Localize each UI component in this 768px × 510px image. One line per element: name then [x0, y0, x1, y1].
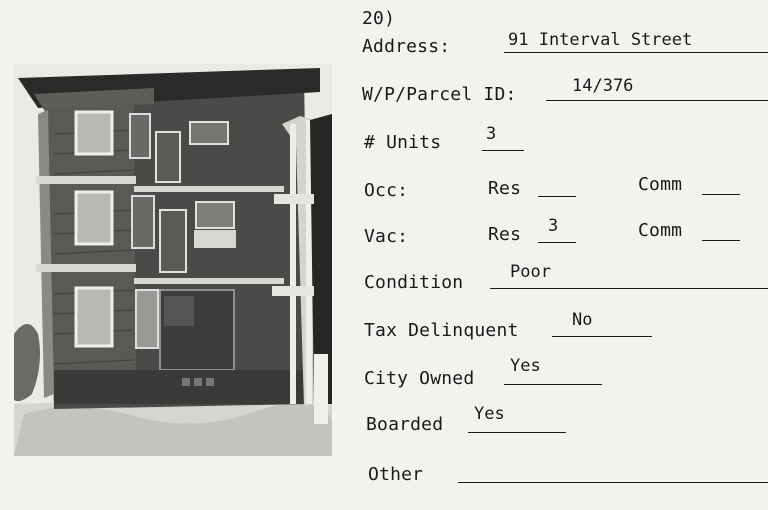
- units-line: [482, 150, 524, 151]
- condition-line: [490, 288, 768, 289]
- units-label: # Units: [364, 132, 442, 153]
- vac-res-value: 3: [548, 216, 559, 236]
- vac-res-label: Res: [488, 224, 522, 245]
- city-owned-line: [504, 384, 602, 385]
- occ-res-line: [538, 196, 576, 197]
- tax-line: [552, 336, 652, 337]
- parcel-label: W/P/Parcel ID:: [362, 84, 517, 105]
- entry-number: 20): [362, 8, 396, 29]
- other-line: [458, 482, 768, 483]
- occ-comm-label: Comm: [638, 174, 683, 195]
- vac-label: Vac:: [364, 226, 409, 247]
- parcel-line: [546, 100, 768, 101]
- occ-comm-line: [702, 194, 740, 195]
- tax-label: Tax Delinquent: [364, 320, 519, 341]
- condition-label: Condition: [364, 272, 464, 293]
- occ-label: Occ:: [364, 180, 409, 201]
- address-line: [504, 52, 768, 53]
- city-owned-value: Yes: [510, 356, 541, 376]
- other-label: Other: [368, 464, 424, 485]
- parcel-value: 14/376: [572, 76, 634, 96]
- building-photo: [14, 64, 332, 456]
- city-owned-label: City Owned: [364, 368, 475, 389]
- boarded-line: [468, 432, 566, 433]
- address-label: Address:: [362, 36, 451, 57]
- vac-comm-label: Comm: [638, 220, 683, 241]
- vac-comm-line: [702, 240, 740, 241]
- address-value: 91 Interval Street: [508, 30, 693, 50]
- occ-res-label: Res: [488, 178, 522, 199]
- condition-value: Poor: [510, 262, 551, 282]
- boarded-value: Yes: [474, 404, 505, 424]
- boarded-label: Boarded: [366, 414, 444, 435]
- vac-res-line: [538, 242, 576, 243]
- tax-value: No: [572, 310, 593, 330]
- units-value: 3: [486, 124, 497, 144]
